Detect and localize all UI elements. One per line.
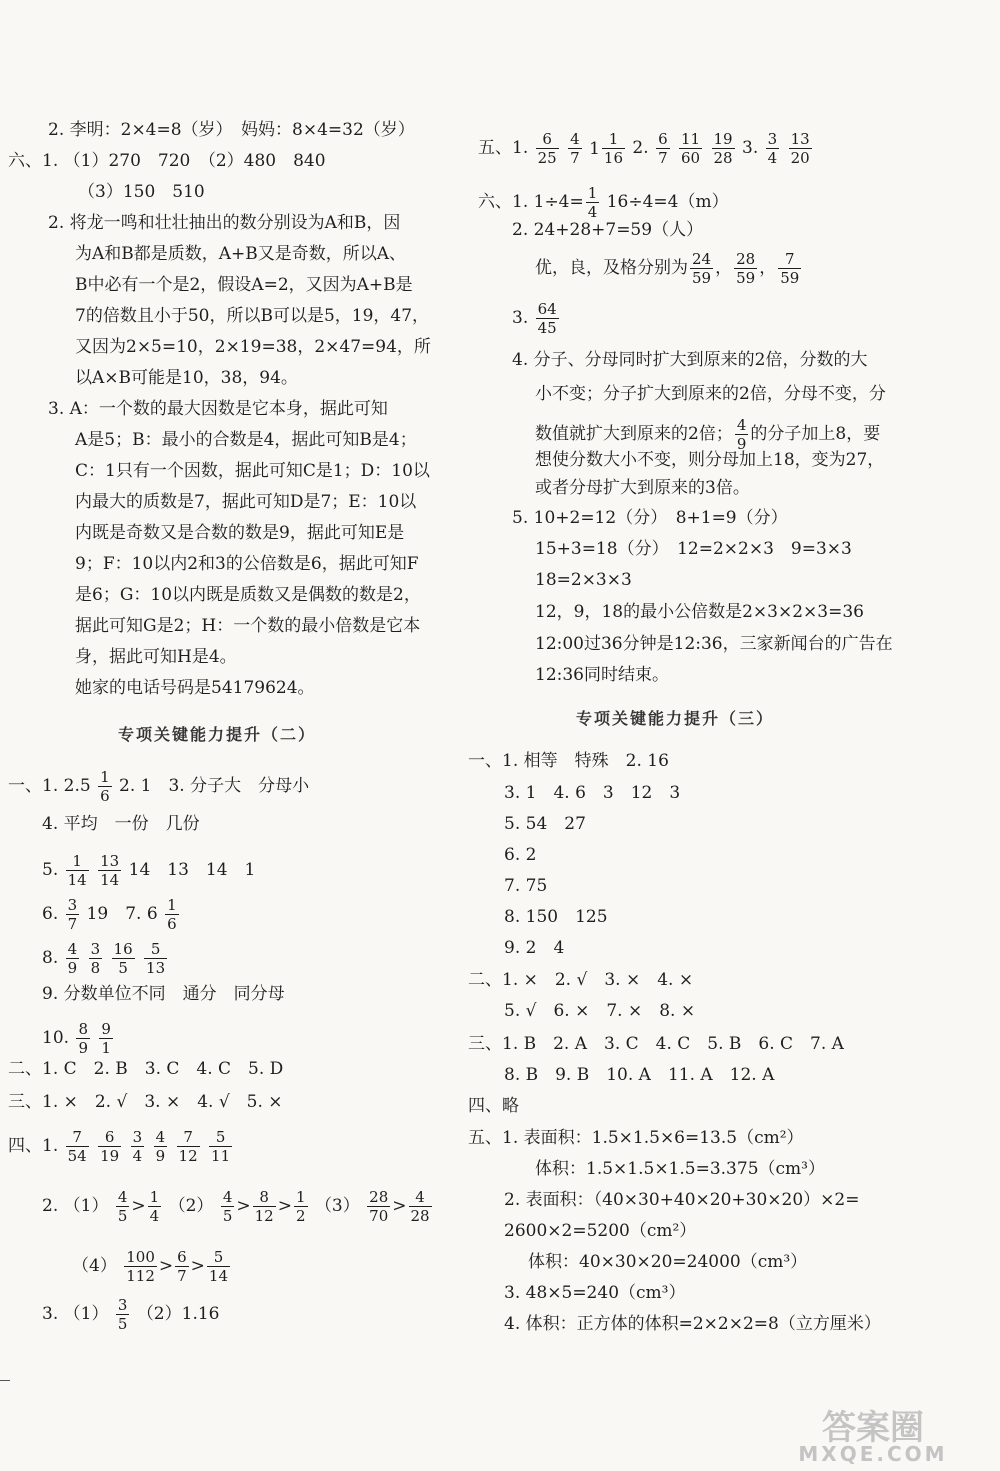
answer-line: 12:36同时结束。 <box>535 665 669 685</box>
answer-line: 内既是奇数又是合数的数是9，据此可知E是 <box>75 523 405 543</box>
answer-line: 4. 平均 一份 几份 <box>42 814 200 834</box>
answer-line: 7. 75 <box>504 876 548 896</box>
answer-line: （3）150 510 <box>78 182 205 202</box>
answer-line: 10. $\frac{8}{9}$ $\frac{9}{1}$ <box>42 1020 111 1057</box>
answer-line: 数值就扩大到原来的2倍； $\frac{4}{9}$ 的分子加上8，要 <box>535 416 881 453</box>
answer-line: 9. 分数单位不同 通分 同分母 <box>42 984 285 1004</box>
fraction: $\frac{1}{14}$ <box>67 852 87 889</box>
answer-line: 15+3=18（分） 12=2×2×3 9=3×3 <box>535 539 852 559</box>
fraction: $\frac{9}{1}$ <box>101 1020 111 1057</box>
answer-line: 身，据此可知H是4。 <box>75 647 237 667</box>
watermark-line1: 答案圈 <box>822 1408 924 1448</box>
answer-line: 3. （1） $\frac{3}{5}$ （2）1.16 <box>42 1296 220 1333</box>
answer-line: 想使分数大小不变，则分母加上18，变为27， <box>535 450 885 470</box>
answer-line: 9；F：10以内2和3的公倍数是6，据此可知F <box>75 554 419 574</box>
answer-line: 18=2×3×3 <box>535 570 632 590</box>
answer-line: 6. 2 <box>504 845 537 865</box>
answer-line: 一、1. 2.5 $\frac{1}{6}$ 2. 1 3. 分子大 分母小 <box>8 768 310 805</box>
answer-line: 六、1. （1）270 720 （2）480 840 <box>8 151 326 171</box>
answer-line: C：1只有一个因数，据此可知C是1；D：10以 <box>75 461 430 481</box>
answer-line: 12:00过36分钟是12:36，三家新闻台的广告在 <box>535 634 893 654</box>
answer-line: 4. 体积：正方体的体积=2×2×2=8（立方厘米） <box>504 1314 881 1334</box>
section-heading: 专项关键能力提升（二） <box>118 725 317 744</box>
answer-line: 5. √ 6. × 7. × 8. × <box>504 1001 696 1021</box>
fraction: $\frac{8}{9}$ <box>78 1020 88 1057</box>
answer-line: 或者分母扩大到原来的3倍。 <box>535 478 750 498</box>
answer-line: A是5；B：最小的合数是4，据此可知B是4； <box>75 430 417 450</box>
answer-line: 二、1. C 2. B 3. C 4. C 5. D <box>8 1059 284 1079</box>
answer-line: 以A×B可能是10，38，94。 <box>75 368 298 388</box>
answer-line: 体积：40×30×20=24000（cm³） <box>528 1252 808 1272</box>
answer-line: 8. $\frac{4}{9}$ $\frac{3}{8}$ $\frac{16}{5}$ $\frac{5}{13}$ <box>42 940 166 977</box>
fraction: $\frac{3}{7}$ <box>67 896 78 933</box>
answer-line: 优，良，及格分别为 $\frac{24}{59}$ ， $\frac{28}{59}$ ， $\frac{7}{59}$ <box>535 250 800 287</box>
section-heading: 专项关键能力提升（三） <box>576 709 775 728</box>
fraction: $\frac{3}{8}$ <box>90 940 101 977</box>
fraction: $\frac{16}{5}$ <box>113 940 133 977</box>
answer-line: 5. 54 27 <box>504 814 586 834</box>
answer-line: 2. 表面积：（40×30+40×20+30×20）×2= <box>504 1190 860 1210</box>
answer-line: 四、略 <box>468 1096 519 1116</box>
answer-line: 是6；G：10以内既是质数又是偶数的数是2， <box>75 585 421 605</box>
answer-line: 2. 李明：2×4=8（岁） 妈妈：8×4=32（岁） <box>48 120 415 140</box>
answer-line: 4. 分子、分母同时扩大到原来的2倍，分数的大 <box>512 350 868 370</box>
answer-line: 小不变；分子扩大到原来的2倍，分母不变，分 <box>535 384 886 404</box>
fraction: $\frac{1}{6}$ <box>100 768 110 805</box>
answer-line: 2. 将龙一鸣和壮壮抽出的数分别设为A和B，因 <box>48 213 401 233</box>
answer-line: 5. $\frac{1}{14}$ $\frac{13}{14}$ 14 13 14 1 <box>42 852 256 889</box>
answer-line: 二、1. × 2. √ 3. × 4. × <box>468 970 694 990</box>
answer-line: 8. 150 125 <box>504 907 608 927</box>
answer-line: 一、1. 相等 特殊 2. 16 <box>468 751 669 771</box>
fraction: $\frac{1}{6}$ <box>167 896 177 933</box>
answer-line: 为A和B都是质数，A+B又是奇数，所以A、 <box>75 244 407 264</box>
answer-line: 2600×2=5200（cm²） <box>504 1221 697 1241</box>
answer-line: 8. B 9. B 10. A 11. A 12. A <box>504 1065 775 1085</box>
answer-line: 2. 24+28+7=59（人） <box>512 220 704 240</box>
fraction: $\frac{5}{13}$ <box>146 940 166 977</box>
fraction: $\frac{13}{14}$ <box>100 852 120 889</box>
margin-rule <box>0 1380 10 1381</box>
answer-line: 6. $\frac{3}{7}$ 19 7. 6 $\frac{1}{6}$ <box>42 896 177 933</box>
answer-line: 五、1. $\frac{6}{25}$ $\frac{4}{7}$ 1 $\frac{1}{16}$ 2. $\frac{6}{7}$ $\frac{11}{60}$ $\frac{19}{28}$ 3. $\frac{3}{4}$ $\frac{13}{20}$ <box>478 130 810 167</box>
answer-line: 9. 2 4 <box>504 938 565 958</box>
answer-line: 12，9，18的最小公倍数是2×3×2×3=36 <box>535 602 864 622</box>
answer-line: 3. 1 4. 6 3 12 3 <box>504 783 681 803</box>
watermark-line2: MXQE.COM <box>798 1442 948 1465</box>
answer-line: 7的倍数且小于50，所以B可以是5，19，47， <box>75 306 430 326</box>
answer-line: 三、1. B 2. A 3. C 4. C 5. B 6. C 7. A <box>468 1034 844 1054</box>
answer-line: 她家的电话号码是54179624。 <box>75 678 315 698</box>
answer-line: 体积：1.5×1.5×1.5=3.375（cm³） <box>535 1159 825 1179</box>
answer-line: 2. （1） $\frac{4}{5}$ > $\frac{1}{4}$ （2） $\frac{4}{5}$ > $\frac{8}{12}$ > $\frac{1}{2}$ （3） $\frac{28}{70}$ > $\frac{4}{28}$ <box>42 1188 430 1225</box>
answer-line: 3. 48×5=240（cm³） <box>504 1283 686 1303</box>
answer-line: 3. A：一个数的最大因数是它本身，据此可知 <box>48 399 388 419</box>
answer-line: 三、1. × 2. √ 3. × 4. √ 5. × <box>8 1092 283 1112</box>
answer-line: 五、1. 表面积：1.5×1.5×6=13.5（cm²） <box>468 1128 804 1148</box>
answer-line: 5. 10+2=12（分） 8+1=9（分） <box>512 508 788 528</box>
answer-line: 六、1. 1÷4= $\frac{1}{4}$ 16÷4=4（m） <box>478 184 729 221</box>
watermark-logo <box>758 1405 988 1465</box>
answer-line: 3. $\frac{64}{45}$ <box>512 300 557 337</box>
answer-line: 四、1. $\frac{7}{54}$ $\frac{6}{19}$ $\frac{3}{4}$ $\frac{4}{9}$ $\frac{7}{12}$ $\frac{5}{11}$ <box>8 1128 231 1165</box>
answer-line: B中必有一个是2，假设A=2，又因为A+B是 <box>75 275 413 295</box>
fraction: $\frac{4}{9}$ <box>67 940 78 977</box>
answer-line: 据此可知G是2；H：一个数的最小倍数是它本 <box>75 616 421 636</box>
answer-line: 内最大的质数是7，据此可知D是7；E：10以 <box>75 492 417 512</box>
answer-line: （4） $\frac{100}{112}$ > $\frac{6}{7}$ > $\frac{5}{14}$ <box>72 1248 229 1285</box>
answer-line: 又因为2×5=10，2×19=38，2×47=94，所 <box>75 337 431 357</box>
